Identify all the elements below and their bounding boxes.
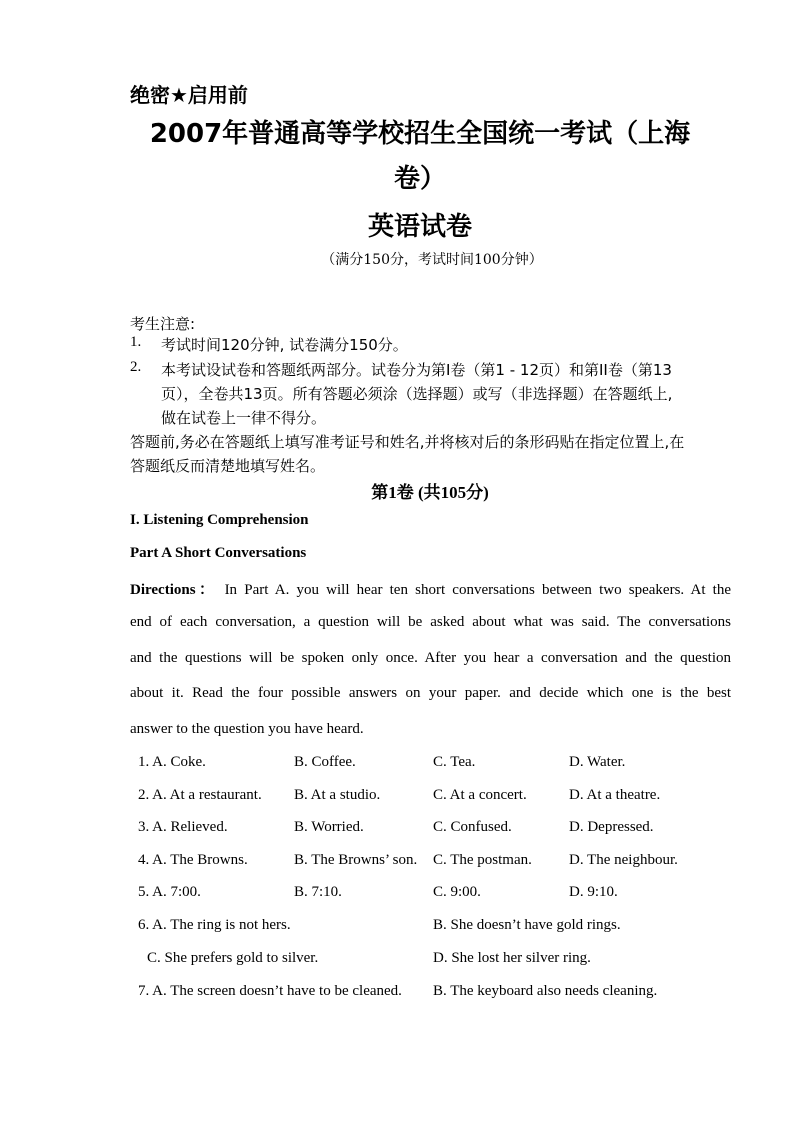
question-option-a: 3. A. Relieved. [138, 819, 228, 835]
notice-item-text: 本考试设试卷和答题纸两部分。试卷分为第I卷（第1 - 12页）和第II卷（第13 [161, 361, 672, 379]
question-option-b: B. The Browns’ son. [294, 852, 418, 868]
question-option-b: B. She doesn’t have gold rings. [433, 917, 621, 933]
question-option-c: C. At a concert. [433, 787, 527, 803]
part1-title: 第1卷 (共105分) [371, 483, 489, 502]
question-option-c: C. The postman. [433, 852, 532, 868]
notice-item-text: 做在试卷上一律不得分。 [161, 409, 327, 427]
question-option-a: 1. A. Coke. [138, 754, 206, 770]
question-option-d: D. The neighbour. [569, 852, 678, 868]
notice-item-text: 页），全卷共13页。所有答题必须涂（选择题）或写（非选择题）在答题纸上, [161, 385, 673, 403]
exam-title-line1: 2007年普通高等学校招生全国统一考试（上海 [149, 119, 691, 149]
question-option-b: B. At a studio. [294, 787, 381, 803]
confidential-mark: 绝密★启用前 [130, 83, 248, 107]
question-option-d: D. 9:10. [569, 884, 618, 900]
question-option-a: 7. A. The screen doesn’t have to be cleaned. [138, 983, 402, 999]
question-option-b: B. Worried. [294, 819, 364, 835]
exam-title-line2: 卷） [393, 164, 446, 194]
part-a-title: Part A Short Conversations [130, 545, 307, 561]
directions-text: In Part A. you will hear ten short conversations between two speakers. At the [224, 582, 731, 598]
question-option-b: B. The keyboard also needs cleaning. [433, 983, 658, 999]
question-option-b: B. 7:10. [294, 884, 342, 900]
question-option-d: D. Water. [569, 754, 626, 770]
score-note: （满分150分，考试时间100分钟） [321, 252, 543, 268]
directions-line: and the questions will be spoken only once. After you hear a conversation and the question [130, 650, 731, 666]
question-option-a: 2. A. At a restaurant. [138, 787, 262, 803]
notice-label: 考生注意: [130, 315, 196, 333]
section-title: I. Listening Comprehension [130, 512, 309, 528]
question-option-d: D. At a theatre. [569, 787, 661, 803]
question-option-c: C. Confused. [433, 819, 512, 835]
directions-line: about it. Read the four possible answers on your paper. and decide which one is the best [130, 685, 731, 701]
notice-item-text: 考试时间120分钟, 试卷满分150分。 [161, 336, 408, 354]
question-option-a: 4. A. The Browns. [138, 852, 248, 868]
question-option-a: 5. A. 7:00. [138, 884, 201, 900]
question-option-c: C. 9:00. [433, 884, 481, 900]
notice-extra-line: 答题前,务必在答题纸上填写准考证号和姓名,并将核对后的条形码贴在指定位置上,在 [130, 433, 685, 451]
directions-label: Directions： [130, 582, 218, 598]
directions-line: end of each conversation, a question will be asked about what was said. The conversations [130, 614, 731, 630]
exam-subject: 英语试卷 [367, 212, 472, 242]
question-option-b: B. Coffee. [294, 754, 356, 770]
question-option-c: C. She prefers gold to silver. [147, 950, 319, 966]
directions-line: answer to the question you have heard. [130, 721, 364, 737]
notice-item-number: 1. [130, 334, 142, 350]
question-option-d: D. Depressed. [569, 819, 654, 835]
directions-line [130, 578, 731, 599]
question-option-c: C. Tea. [433, 754, 476, 770]
notice-extra-line: 答题纸反而清楚地填写姓名。 [130, 457, 326, 475]
notice-item-number: 2. [130, 359, 142, 375]
question-option-d: D. She lost her silver ring. [433, 950, 591, 966]
question-option-a: 6. A. The ring is not hers. [138, 917, 291, 933]
